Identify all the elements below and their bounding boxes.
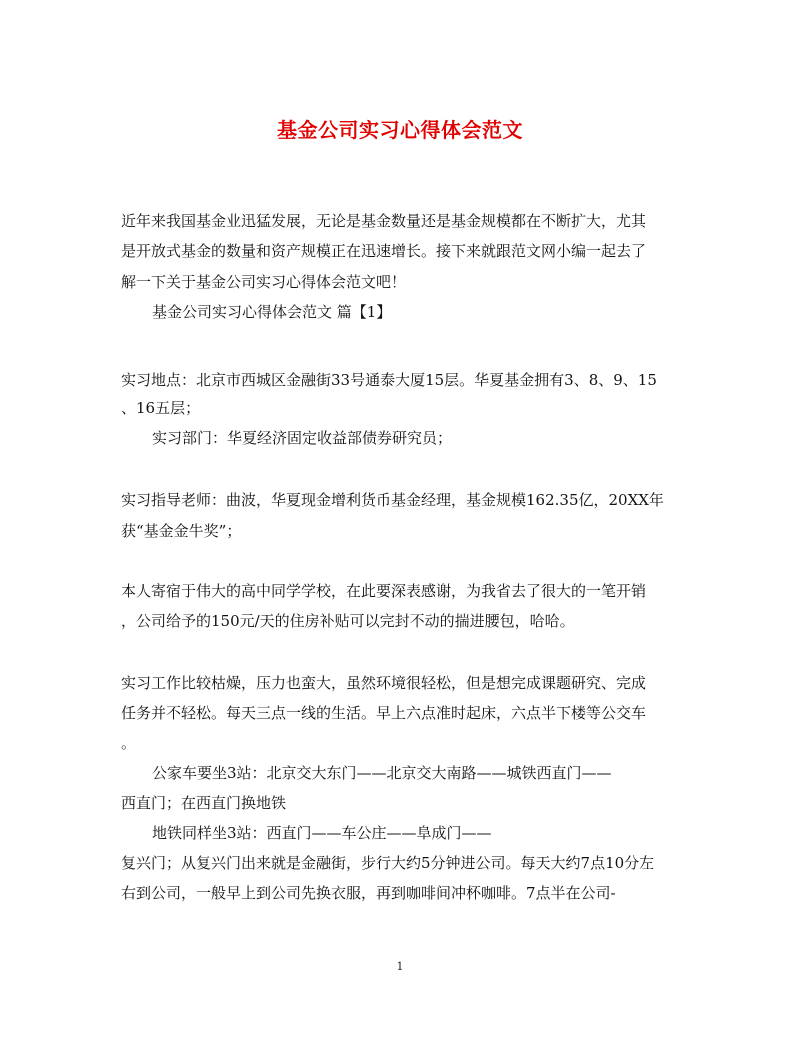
body-line: 地铁同样坐3站：西直门——车公庄——阜成门—— xyxy=(152,824,492,842)
section-heading: 基金公司实习心得体会范文 篇【1】 xyxy=(152,303,392,321)
body-line: 近年来我国基金业迅猛发展，无论是基金数量还是基金规模都在不断扩大，尤其 xyxy=(121,212,647,230)
body-line: 实习部门：华夏经济固定收益部债券研究员； xyxy=(152,429,453,447)
page-number: 1 xyxy=(396,960,404,973)
body-line: 本人寄宿于伟大的高中同学学校，在此要深表感谢，为我省去了很大的一笔开销 xyxy=(121,582,647,600)
body-line: 右到公司，一般早上到公司先换衣服，再到咖啡间冲杯咖啡。7点半在公司- xyxy=(121,884,616,902)
body-line: 实习工作比较枯燥，压力也蛮大，虽然环境很轻松，但是想完成课题研究、完成 xyxy=(121,674,647,692)
body-line: 、16五层； xyxy=(121,399,201,417)
body-line: 公家车要坐3站：北京交大东门——北京交大南路——城铁西直门—— xyxy=(152,764,612,782)
body-line: 复兴门；从复兴门出来就是金融街，步行大约5分钟进公司。每天大约7点10分左 xyxy=(121,854,655,872)
body-line: 任务并不轻松。每天三点一线的生活。早上六点准时起床，六点半下楼等公交车 xyxy=(121,704,647,722)
body-line: ，公司给予的150元/天的住房补贴可以完封不动的揣进腰包，哈哈。 xyxy=(121,612,575,630)
body-line: 实习地点：北京市西城区金融街33号通泰大厦15层。华夏基金拥有3、8、9、15 xyxy=(121,371,657,389)
body-line: 解一下关于基金公司实习心得体会范文吧！ xyxy=(121,273,407,291)
body-line: 实习指导老师：曲波，华夏现金增利货币基金经理，基金规模162.35亿，20XX年 xyxy=(121,491,664,509)
body-line: 获“基金金牛奖”； xyxy=(121,522,242,540)
body-line: 西直门；在西直门换地铁 xyxy=(121,794,287,812)
document-title: 基金公司实习心得体会范文 xyxy=(277,118,523,142)
body-line: 是开放式基金的数量和资产规模正在迅速增长。接下来就跟范文网小编一起去了 xyxy=(121,242,647,260)
body-line: 。 xyxy=(121,734,137,752)
